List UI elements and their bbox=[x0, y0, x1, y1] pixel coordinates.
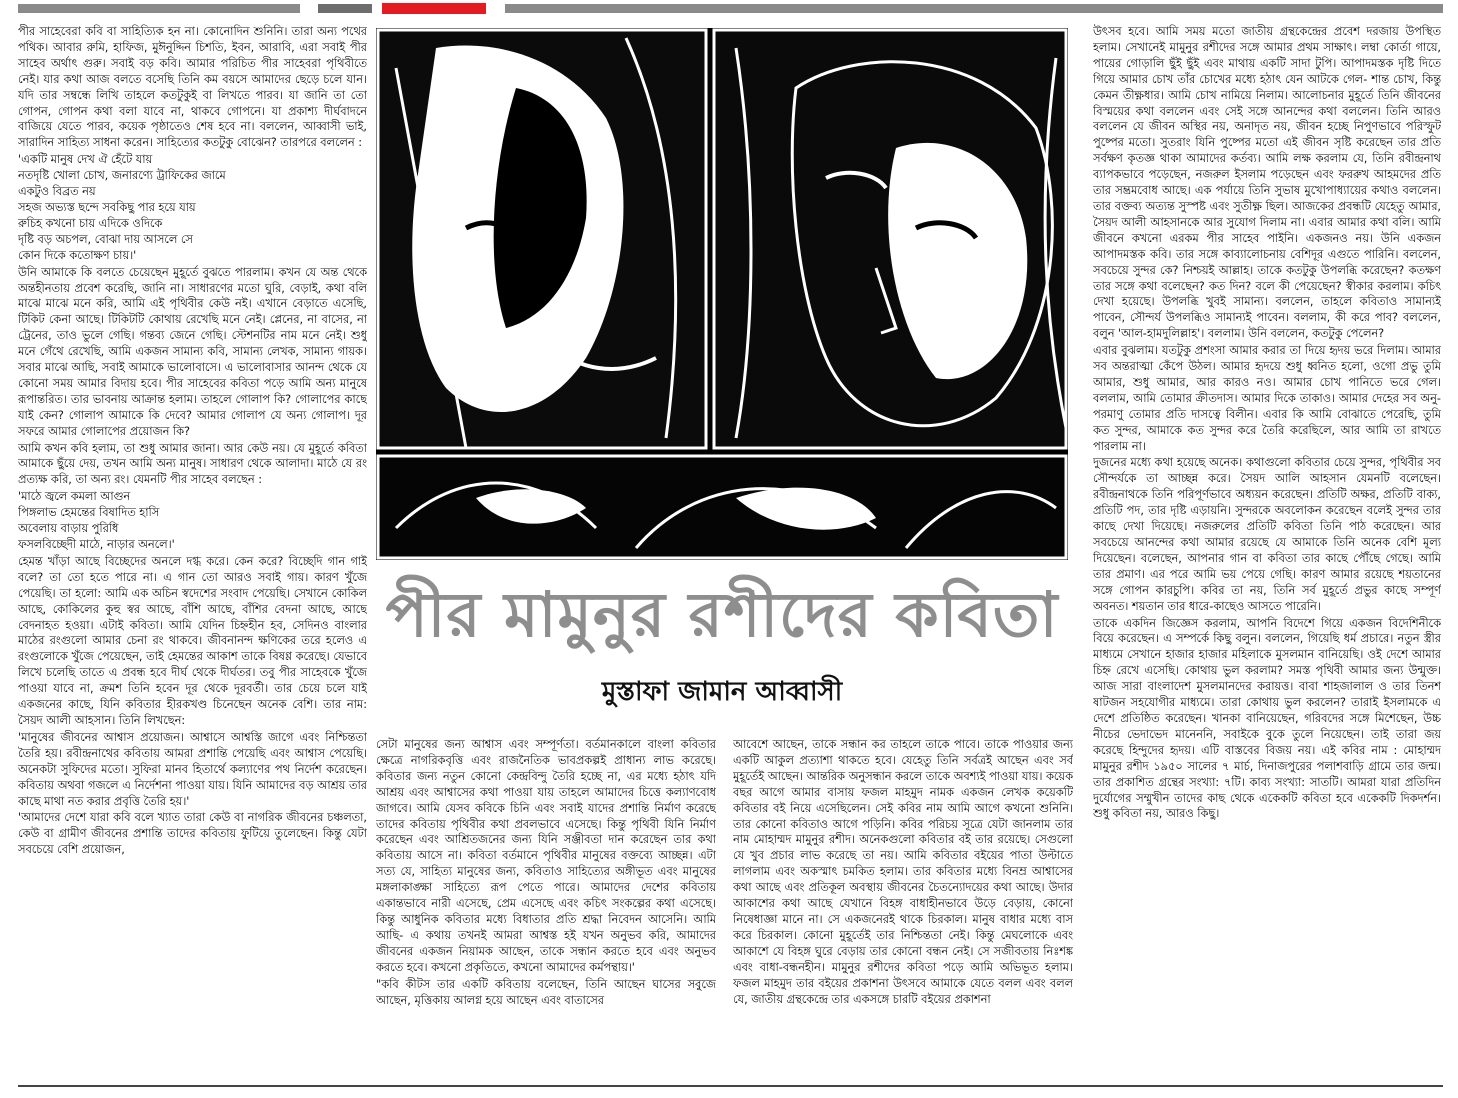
paragraph: আবেশে আছেন, তাকে সন্ধান কর তাহলে তাকে পাবে। তাকে পাওয়ার জন্য একটি আকুল প্রত্যাশা থাকতে হবে। যেহেতু তিনি সর্বত্রই আছেন এবং সর্ব মুহূর্তেই আছেন। আন্তরিক অনুসন্ধান করলে তাকে অবশ্যই পাওয়া যায়। কয়েক বছর আগে আমার বাসায় ফজল মাহমুদ নামক একজন লেখক কয়েকটি কবিতার বই নিয়ে এসেছিলেন। সেই কবির নাম আমি আগে কখনো শুনিনি। তার কোনো কবিতাও আগে পড়িনি। কবির পরিচয় সূত্রে যেটা জানলাম তার নাম মোহাম্মদ মামুনুর রশীদ। অনেকগুলো কবিতার বই তার রয়েছে। সেগুলো যে খুব প্রচার লাভ করেছে তা নয়। আমি কবিতার বইয়ের পাতা উল্টাতে লাগলাম এবং অকস্মাৎ চমকিত হলাম। তার কবিতার মধ্যে বিনম্র আশ্বাসের কথা আছে এবং প্রতিকূল অবস্থায় জীবনের চৈতন্যোদয়ের কথা আছে। উদার আকাশের কথা আছে যেখানে বিহঙ্গ বাধাহীনভাবে উড়ে বেড়ায়, কোনো নিষেধাজ্ঞা মানে না। সে একজনেরই থাকে চিরকাল। মানুষ বাধার মধ্যে বাস করে চিরকাল। কোনো মুহূর্তেই তার নিশ্চিন্ততা নেই। কিন্তু মেঘলোকে এবং আকাশে যে বিহঙ্গ ঘুরে বেড়ায় তার কোনো বন্ধন নেই। সে সজীবতায় নিঃশঙ্ক এবং বাধা-বন্ধনহীন। মামুনুর রশীদের কবিতা পড়ে আমি অভিভূত হলাম। ফজল মাহমুদ তার বইয়ের প্রকাশনা উৎসবে আমাকে যেতে বলল এবং বলল যে, জাতীয় গ্রন্থকেন্দ্রে তার একসঙ্গে চারটি বইয়ের প্রকাশনা bbox=[733, 738, 1073, 1006]
paragraph: সেটা মানুষের জন্য আশ্বাস এবং সম্পূর্ণতা। বর্তমানকালে বাংলা কবিতার ক্ষেত্রে নাগরিকবৃত্তি এবং রাজনৈতিক ভাবপ্রকল্পই প্রাধান্য লাভ করেছে। কবিতার জন্য নতুন কোনো কেন্দ্রবিন্দু তৈরি হচ্ছে না, এর মধ্যে হঠাৎ যদি আশ্রয় এবং আশ্বাসের কথা পাওয়া যায় তাহলে আমাদের চিত্তে কল্যাণবোধ জাগবে। আমি যেসব কবিকে চিনি এবং সবাই যাদের প্রশান্তি নির্মাণ করেছে তাদের কবিতায় পৃথিবীর কথা প্রবলভাবে এসেছে। কিন্তু পৃথিবী যিনি নির্মাণ করেছেন এবং আশ্রিতজনের জন্য যিনি সঞ্জীবতা দান করেছেন তার কথা কবিতায় আসে না। কবিতা বর্তমানে পৃথিবীর মানুষের বক্তব্যে আচ্ছন্ন। এটা সত্য যে, সাহিত্য মানুষের জন্য, কবিতাও সাহিত্যের অঙ্গীভূত এবং মানুষের মঙ্গলাকাঙ্ক্ষা সাহিত্যে রূপ পেতে পারে। আমাদের দেশের কবিতায় একান্তভাবে নারী এসেছে, প্রেম এসেছে এবং কচিৎ সংকল্পের কথা এসেছে। কিন্তু আধুনিক কবিতার মধ্যে বিধাতার প্রতি শ্রদ্ধা নিবেদন আসেনি। আমি আছি- এ কথায় তখনই আমরা আশ্বস্ত হই যখন অনুভব করি, আমাদের জীবনের একজন নিয়ামক আছেন, তাকে সন্ধান করতে হবে এবং অনুভব করতে হবে। কখনো প্রকৃতিতে, কখনো আমাদের কর্মপন্থায়।' bbox=[376, 738, 716, 974]
page-number-tab bbox=[318, 4, 372, 13]
top-rule-left bbox=[18, 4, 300, 13]
bottom-rule bbox=[18, 1085, 1443, 1087]
abstract-portrait-artwork bbox=[376, 28, 1068, 560]
poem-excerpt: 'মাঠে জ্বলে কমলা আগুন পিঙ্গলাভ হেমন্তের বিষাদিত হাসি অবেলায় বাড়ায় পুরিধি ফসলবিচ্ছেদী মাঠে, নাড়ার অনলে।' bbox=[18, 490, 175, 551]
quote-paragraph: 'আমাদের দেশে যারা কবি বলে খ্যাত তারা কেউ বা নাগরিক জীবনের চঞ্চলতা, কেউ বা গ্রামীণ জীবনের প্রশান্তি তাদের কবিতায় ফুটিয়ে তুলেছেন। কিন্তু যেটা সবচেয়ে বেশি প্রয়োজন, bbox=[18, 811, 367, 857]
quote-paragraph: 'মানুষের জীবনের আশ্বাস প্রয়োজন। আশ্বাসে আশ্বস্তি জাগে এবং নিশ্চিন্ততা তৈরি হয়। রবীন্দ্রনাথের কবিতায় আমরা প্রশান্তি পেয়েছি এবং আশ্বাস পেয়েছি। অনেকটা সুফিদের মতো। সুফিরা মানব হিতার্থে কল্যাণের পথ নির্দেশ করেছেন। কবিতায় অথবা গজলে এ নির্দেশনা পাওয়া যায়। যিনি আমাদের বড় আশ্রয় তার কাছে মাথা নত করার প্রবৃত্তি তৈরি হয়।' bbox=[18, 730, 367, 808]
top-rule-right bbox=[505, 4, 1443, 13]
text-column-4 bbox=[1093, 24, 1441, 1084]
paragraph: "কবি কীটস তার একটি কবিতায় বলেছেন, তিনি আছেন ঘাসের সবুজে আছেন, মৃত্তিকায় আলগ্ন হয়ে আছেন এবং বাতাসের bbox=[376, 977, 716, 1007]
paragraph: আমি কখন কবি হলাম, তা শুধু আমার জানা। আর কেউ নয়। যে মুহূর্তে কবিতা আমাকে ছুঁয়ে দেয়, তখন আমি অন্য মানুষ। সাধারণ থেকে আলাদা। মাঠে যে রং প্রত্যক্ষ করি, তা অন্য রং। যেমনটি পীর সাহেব বলছেন : bbox=[18, 441, 367, 487]
paragraph: দুজনের মধ্যে কথা হয়েছে অনেক। কথাগুলো কবিতার চেয়ে সুন্দর, পৃথিবীর সব সৌন্দর্যকে তা আচ্ছন্ন করে। সৈয়দ আলি আহসান যেমনটি বলেছেন। রবীন্দ্রনাথকে তিনি পরিপূর্ণভাবে অধ্যয়ন করেছেন। প্রতিটি অক্ষর, প্রতিটি বাক্য, প্রতিটি পদ, তার দৃষ্টি এড়ায়নি। সুন্দরকে অবলোকন করেছেন বলেই সুন্দর তার কাছে দেখা দিয়েছে। নজরুলের প্রতিটি কবিতা তিনি পাঠ করেছেন। আর সবচেয়ে আনন্দের কথা আমার রয়েছে যে আমাকে তিনি অনেক বেশি মূল্য দিয়েছেন। বলেছেন, আপনার গান বা কবিতা তার কাছে পৌঁছে গেছে। আমি তার প্রমাণ। এর পরে আমি ভয় পেয়ে গেছি। কারণ আমার রয়েছে শয়তানের সঙ্গে গোপন কারচুপি। কবির তা নয়, তিনি সর্ব মুহূর্তে প্রভুর কাছে সম্পূর্ণ অবনত। শয়তান তার ধারে-কাছেও আসতে পারেনি। bbox=[1093, 456, 1441, 613]
paragraph: এবার বুঝলাম। যতটুকু প্রশংসা আমার করার তা দিয়ে হৃদয় ভরে দিলাম। আমার সব অন্তরাত্মা কেঁপে উঠল। আমার হৃদয়ে শুধু ধ্বনিত হলো, ওগো প্রভু তুমি আমার, শুধু আমার, আর কারও নও। আমার চোখ পানিতে ভরে গেল। বললাম, আমি তোমার ক্রীতদাস। আমার দিকে তাকাও। আমার দেহের সব অনু-পরমাণু তোমার প্রতি দাসত্বে বিলীন। এবার কি আমি বোঝাতে পেরেছি, তুমি কত সুন্দর, আমাকে কত সুন্দর করে তৈরি করেছিলে, আর আমি তা রাখতে পারলাম না। bbox=[1093, 344, 1441, 453]
poem-excerpt: 'একটি মানুষ দেখ ঐ হেঁটে যায় নতদৃষ্টি খোলা চোখ, জনারণ্যে ট্রাফিকের জামে একটুও বিব্রত নয় সহজ অভ্যস্ত ছন্দে সবকিছু পার হয়ে যায় রুচিহ কখনো চায় এদিকে ওদিকে দৃষ্টি বড় অচপল, বোঝা দায় আসলে সে কোন দিকে কতোক্ষণ চায়।' bbox=[18, 153, 226, 262]
text-column-2 bbox=[376, 737, 716, 1082]
paragraph: পীর সাহেবেরা কবি বা সাহিত্যিক হন না। কোনোদিন শুনিনি। তারা অন্য পথের পথিক। আবার রুমি, হাফিজ, মুঈনুদ্দিন চিশতি, ইবন, আরাবি, এরা সবাই পীর সাহেব অর্থাৎ গুরু। সবাই বড় কবি। আমার পরিচিত পীর সাহেবরা পৃথিবীতে নেই। যার কথা আজ বলতে বসেছি তিনি কম বয়সে আমাদের ছেড়ে চলে যান। যদি তার সম্বন্ধে লিখি তাহলে কতটুকুই বা লিখতে পারব। যা জানি তা তো গোপন, গোপন কথা বলা যাবে না, থাকবে গোপনে। যা প্রকাশ্য দীর্ঘবাদনে বাজিয়ে যেতে পারব, কয়েক পৃষ্ঠাতেও শেষ হবে না। বললেন, আব্বাসী ভাই, সারাদিন সাহিত্য সাধনা করেন। সাহিত্যের কতটুকু বোঝেন? তারপরে বললেন : bbox=[18, 25, 367, 150]
text-column-1 bbox=[18, 24, 367, 1084]
paragraph: হেমন্ত খাঁড়া আছে বিচ্ছেদের অনলে দগ্ধ করে। কেন করে? বিচ্ছেদি গান গাই বলে? তা তো হতে পারে না। এ গান তো আরও সবাই গায়। কারণ খুঁজে পেয়েছি। তা হলো: আমি এক অচিন স্বদেশের সংবাদ পেয়েছি। সেখানে কোকিল আছে, কোকিলের কুহু স্বর আছে, বাঁশি আছে, বাঁশির বেদনা আছে, আছে বেদনাহত হওয়া। এটাই কবিতা। আমি যেদিন চিহ্নহীন হব, সেদিনও বাংলার মাঠের রংগুলো আমার চেনা রং থাকবে। জীবনানন্দ ক্ষণিকের তরে হলেও এ রংগুলোকে খুঁজে পেয়েছেন, তাই হেমন্তের আকাশ তাকে বিষণ্ণ করেছে। যেভাবে লিখে চলেছি তাতে এ প্রবন্ধ হবে দীর্ঘ থেকে দীর্ঘতর। তবু পীর সাহেবকে খুঁজে পাওয়া যাবে না, ক্রমশ তিনি হবেন দূর থেকে দূরবর্তী। তার চেয়ে চলে যাই একজনের কাছে, যিনি কবিতার হীরকখণ্ড চিনেছেন অনেক বেশি। তার নাম: সৈয়দ আলী আহসান। তিনি লিখছেন: bbox=[18, 554, 367, 727]
article-headline: পীর মামুনুর রশীদের কবিতা bbox=[385, 578, 1059, 651]
paragraph: উনি আমাকে কি বলতে চেয়েছেন মুহূর্তে বুঝতে পারলাম। কখন যে অন্ত থেকে অন্তহীনতায় প্রবেশ করেছি, জানি না। সাধারণের মতো ঘুরি, বেড়াই, কথা বলি মাঝে মাঝে মনে করি, আমি এই পৃথিবীর কেউ নই। এখানে বেড়াতে এসেছি, টিকিট কেনা আছে। টিকিটটি কোথায় রেখেছি মনে নেই। প্লেনের, না বাসের, না ট্রেনের, তাও ভুলে গেছি। গন্তব্য জেনে গেছি। স্টেশনটির নাম মনে নেই। শুধু মনে গেঁথে রেখেছি, আমি একজন সামান্য কবি, সামান্য লেখক, সামান্য গায়ক। সবার মাঝে আছি, সবাই আমাকে ভালোবাসে। এ ভালোবাসার আনন্দ থেকে যে কোনো সময় আমার বিদায় হবে। পীর সাহেবের কবিতা পড়ে আমি অন্য মানুষে রূপান্তরিত। তার ভাবনায় আক্রান্ত হলাম। তাহলে গোলাপ কি? গোলাপের কাছে যাই কেন? গোলাপ আমাকে কি দেবে? আমার গোলাপ যে অন্য গোলাপ। দূর সফরে আমার গোলাপের প্রয়োজন কি? bbox=[18, 265, 367, 438]
section-marker-red bbox=[382, 3, 486, 14]
article-byline: মুস্তাফা জামান আব্বাসী bbox=[601, 677, 843, 707]
paragraph: উৎসব হবে। আমি সময় মতো জাতীয় গ্রন্থকেন্দ্রের প্রবেশ দরজায় উপস্থিত হলাম। সেখানেই মামুনুর রশীদের সঙ্গে আমার প্রথম সাক্ষাৎ। লম্বা কোর্তা গায়ে, পায়ের গোড়ালি ছুঁই ছুঁই এবং মাথায় একটি সাদা টুপি। আপাদমস্তক দৃষ্টি দিতে গিয়ে আমার চোখ তাঁর চোখের মধ্যে হঠাৎ যেন আটকে গেল- শান্ত চোখ, কিন্তু কেমন তীক্ষ্ণধার। আমি চোখ নামিয়ে নিলাম। আলোচনার মুহূর্তে তিনি জীবনের বিস্ময়ের কথা বললেন এবং সেই সঙ্গে আনন্দের কথা বললেন। তিনি আরও বললেন যে জীবন অস্থির নয়, অনাদৃত নয়, জীবন হচ্ছে নিপুণভাবে পরিস্ফুট পুষ্পের মতো। সুতরাং যিনি পুষ্পের মতো এই জীবন সৃষ্টি করেছেন তার প্রতি সর্বক্ষণ কৃতজ্ঞ থাকা আমাদের কর্তব্য। আমি লক্ষ করলাম যে, তিনি রবীন্দ্রনাথ ব্যাপকভাবে পড়েছেন, নজরুল ইসলাম পড়েছেন এবং ফররুখ আহমদের প্রতি তার সম্ভ্রমবোধ আছে। এক পর্যায়ে তিনি সুভাষ মুখোপাধ্যায়ের কথাও বললেন। তার বক্তব্য অত্যন্ত সুস্পষ্ট এবং সুতীক্ষ্ণ ছিল। আজকের প্রবন্ধটি যেহেতু আমার, সৈয়দ আলী আহসানকে আর সুযোগ দিলাম না। এবার আমার কথা বলি। আমি জীবনে কখনো এরকম পীর সাহেব পাইনি। একজনও নয়। উনি একজন আপাদমস্তক কবি। তার সঙ্গে কাব্যালোচনায় বেশিদূর এগুতে পারিনি। বললেন, সবচেয়ে সুন্দর কে? নিশ্চয়ই আল্লাহ। তাকে কতটুকু উপলব্ধি করেছেন? কতক্ষণ তার সঙ্গে কথা বলেছেন? কত দিন? বলে কী পেয়েছেন? স্বীকার করলাম। কচিৎ দেখা হয়েছে। উপলব্ধি খুবই সামান্য। বললেন, তাহলে কবিতাও সামান্যই পাবেন, সৌন্দর্য উপলব্ধিও সামান্যই পাবেন। বললাম, কী করে পাব? বললেন, বলুন 'আল-হামদুলিল্লাহ'। বললাম। উনি বললেন, কতটুকু পেলেন? bbox=[1093, 25, 1441, 341]
text-column-3 bbox=[733, 737, 1073, 1082]
artwork-drawing bbox=[376, 28, 1068, 560]
paragraph: তাকে একদিন জিজ্ঞেস করলাম, আপনি বিদেশে গিয়ে একজন বিদেশিনীকে বিয়ে করেছেন। এ সম্পর্কে কিছু বলুন। বললেন, গিয়েছি ধর্ম প্রচারে। নতুন স্ত্রীর মাধ্যমে সেখানে হাজার হাজার মহিলাকে মুসলমান বানিয়েছি। ওই দেশে আমার চিহ্ন রেখে এসেছি। কোথায় ভুল করলাম? সমস্ত পৃথিবী আমার জন্য উন্মুক্ত। আজ সারা বাংলাদেশ মুসলমানদের করায়ত্ত। বাবা শাহজালাল ও তার তিনশ ষাটজন সহযোগীর মাধ্যমে। তারা কোথায় ভুল করলেন? তারাই ইসলামকে এ দেশে প্রতিষ্ঠিত করেছেন। খানকা বানিয়েছেন, গরিবদের সঙ্গে মিশেছেন, উচ্চ নীচের ভেদাভেদ মানেননি, সবাইকে বুকে তুলে নিয়েছেন। তাই তারা জয় করেছে হিন্দুদের হৃদয়। এটি বাস্তবের বিজয় নয়। এই কবির নাম : মোহাম্মদ মামুনুর রশীদ ১৯৫০ সালের ৭ মার্চ, দিনাজপুরের পলাশবাড়ি গ্রামে তার জন্ম। তার প্রকাশিত গ্রন্থের সংখ্যা: ৭টি। কাব্য সংখ্যা: সাতটি। আমরা যারা প্রতিদিন দুর্যোগের সম্মুখীন তাদের কাছ থেকে একেকটি কবিতা হবে একেকটি দিকদর্শন। শুধু কবিতা নয়, আরও কিছু। bbox=[1093, 616, 1441, 821]
